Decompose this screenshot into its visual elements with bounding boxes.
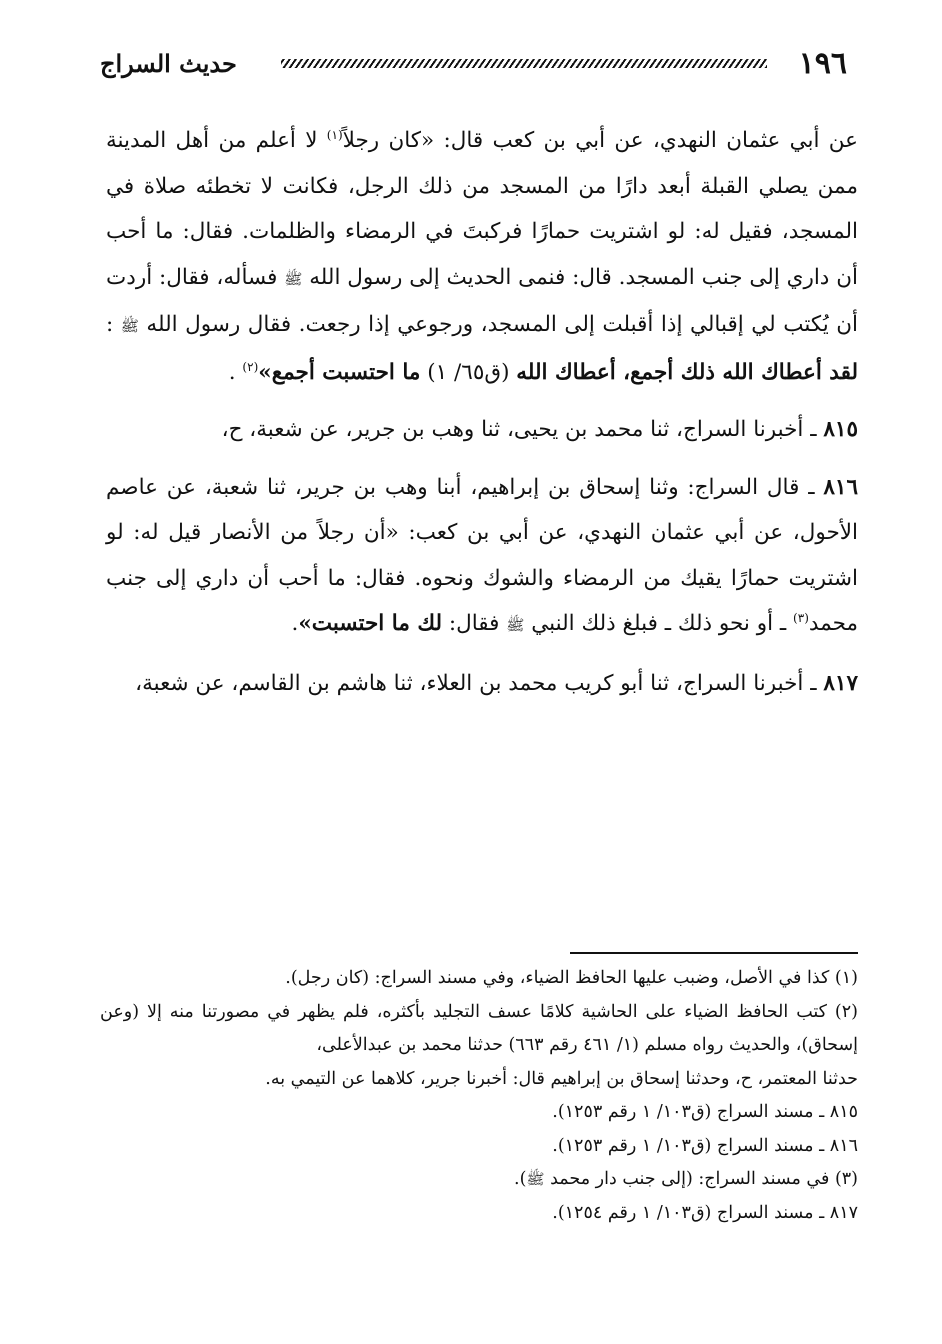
main-text: [106, 118, 858, 718]
book-title: حديث السراج: [100, 48, 237, 78]
footnote-1: (١) كذا في الأصل، وضبب عليها الحافظ الضياء، وفي مسند السراج: (كان رجل).: [285, 968, 858, 988]
source-ref-817: ٨١٧ ـ مسند السراج (ق١٠٣/ ١ رقم ١٢٥٤).: [552, 1202, 858, 1223]
text-run: .: [228, 359, 243, 385]
source-ref-815: ٨١٥ ـ مسند السراج (ق١٠٣/ ١ رقم ١٢٥٣).: [552, 1102, 858, 1122]
footnote-2: (٢) كتب الحافظ الضياء على الحاشية كلامًا عسف التجليد بأكثره، فلم يظهر في مصورتنا منه إلا (وعن إسحاق)، والحديث رواه مسلم (١/ ٤٦١ رقم ٦٦٣) حدثنا محمد بن عبدالأعلى،: [100, 1001, 858, 1055]
salutation-glyph: ﷺ: [506, 616, 525, 634]
text-run: (٣) في مسند السراج: (إلى جنب دار محمد: [544, 1169, 858, 1189]
footnote-ref-3: (٣): [793, 610, 809, 625]
text-run: ـ أخبرنا السراج، ثنا أبو كريب محمد بن العلاء، ثنا هاشم بن القاسم، عن شعبة،: [135, 670, 824, 696]
source-ref-816: ٨١٦ ـ مسند السراج (ق١٠٣/ ١ رقم ١٢٥٣).: [552, 1135, 858, 1156]
footnotes: [100, 962, 858, 1230]
hadith-number: ٨١٧: [823, 670, 858, 696]
text-run: ـ أخبرنا السراج، ثنا محمد بن يحيى، ثنا وهب بن جرير، عن شعبة، ح،: [221, 417, 824, 442]
text-run: (ق٦٥/ ١): [420, 359, 517, 385]
text-run: ـ أو نحو ذلك ـ فبلغ ذلك النبي: [524, 611, 794, 636]
salutation-glyph: ﷺ: [526, 1170, 545, 1188]
hadith-number: ٨١٦: [823, 474, 858, 500]
hadith-815: [106, 407, 858, 453]
footnote-separator: [570, 952, 858, 954]
hadith-816: [106, 465, 858, 649]
footnote-ref-2: (٢): [242, 359, 259, 374]
text-run: :: [106, 312, 121, 337]
text-run: ـ قال السراج: وثنا إسحاق بن إبراهيم، أبنا وهب بن جرير، ثنا شعبة، عن عاصم الأحول، عن أبي عثمان النهدي، عن أبي بن كعب: «أن رجلاً من الأنصار قيل له: لو اشتريت حمارًا يقيك من الرمضاء والشوك ونحوه. فقال: ما أحب أن داري إلى جنب محمد: [106, 474, 858, 636]
text-run: فسأله، فقال: أردت أن يُكتب لي إقبالي إذا أقبلت إلى المسجد، ورجوعي إذا رجعت. فقال رسول الله: [106, 264, 859, 337]
page-number: ١٩٦: [798, 45, 847, 81]
header-rule: [281, 59, 767, 68]
footnote-ref-1: (١): [326, 127, 343, 142]
salutation-glyph: ﷺ: [120, 317, 139, 335]
page-header: [100, 38, 847, 88]
hadith-matn: لقد أعطاك الله ذلك أجمع، أعطاك الله: [516, 359, 858, 385]
text-run: ).: [514, 1169, 527, 1189]
hadith-number: ٨١٥: [823, 417, 858, 442]
text-run: لا أعلم من أهل المدينة ممن يصلي القبلة أبعد دارًا من المسجد من ذلك الرجل، فكانت لا تخطئه صلاة في المسجد، فقيل له: لو اشتريت حمارًا فركبتَ في الرمضاء والظلمات. فقال: ما أحب أن داري إلى جنب المسجد. قال: فنمى الحديث إلى رسول الله: [106, 128, 858, 290]
hadith-817: [106, 661, 858, 707]
paragraph-continuation: [106, 118, 858, 395]
footnote-2-continued: حدثنا المعتمر، ح، وحدثنا إسحاق بن إبراهيم قال: أخبرنا جرير، كلاهما عن التيمي به.: [265, 1068, 858, 1089]
text-run: فقال:: [442, 611, 507, 636]
hadith-matn: لك ما احتسبت»: [298, 611, 442, 636]
footnote-3: [100, 1163, 858, 1197]
salutation-glyph: ﷺ: [284, 269, 303, 288]
text-run: عن أبي عثمان النهدي، عن أبي بن كعب قال: «كان رجلاً: [342, 128, 858, 153]
hadith-matn: ما احتسبت أجمع»: [258, 359, 421, 385]
text-run: .: [291, 611, 299, 636]
